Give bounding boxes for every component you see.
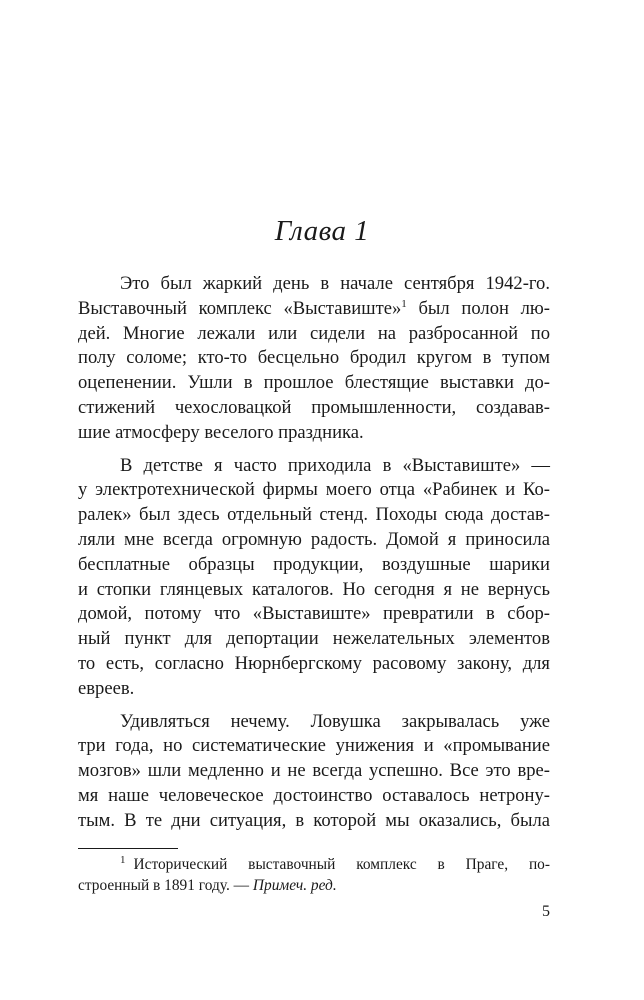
text-line: В детстве я часто приходила в «Выставиште» — [120, 454, 550, 476]
text-line: у электротехнической фирмы моего отца «Рабинек и Ко- [78, 479, 550, 501]
footnote-divider [78, 848, 178, 849]
footnote [78, 855, 550, 896]
footnote-editor-note: Примеч. ред. [252, 876, 337, 894]
text-line: мя наше человеческое достоинство оставалось нетрону- [78, 784, 550, 806]
text-line: три года, но систематические унижения и «промывание [78, 735, 550, 757]
footnote-line [78, 855, 550, 876]
text-line: шие атмосферу веселого праздника. [78, 421, 364, 443]
footnote-reference: 1 [401, 297, 407, 310]
text-line: оцепенении. Ушли в прошлое блестящие выставки до- [78, 372, 550, 394]
text-line: дей. Многие лежали или сидели на разбросанной по [78, 322, 550, 344]
text-line: евреев. [78, 677, 135, 699]
text-line: Удивляться нечему. Ловушка закрывалась уже [120, 710, 550, 732]
text-line: ралек» был здесь отдельный стенд. Походы сюда достав- [78, 504, 550, 526]
footnote-marker: 1 [120, 854, 126, 866]
text-fragment: был полон лю- [406, 297, 551, 319]
text-line: то есть, согласно Нюрнбергскому расовому закону, для [78, 652, 550, 674]
text-line: домой, потому что «Выставиште» превратили в сбор- [78, 603, 550, 625]
page-number: 5 [542, 903, 550, 920]
text-line: ный пункт для депортации нежелательных элементов [78, 628, 550, 650]
text-line: тым. В те дни ситуация, в которой мы оказались, была [78, 809, 550, 831]
text-line: бесплатные образцы продукции, воздушные шарики [78, 553, 550, 575]
text-line: полу соломе; кто-то бесцельно бродил кругом в тупом [78, 347, 550, 369]
text-line: стижений чехословацкой промышленности, создавав- [78, 396, 550, 418]
text-line: Это был жаркий день в начале сентября 1942-го. [120, 273, 550, 294]
text-line [78, 297, 550, 322]
text-fragment: Выставочный комплекс «Выставиште» [78, 297, 402, 319]
text-line: ляли мне всегда огромную радость. Домой я приносила [78, 528, 550, 550]
footnote-line [78, 876, 550, 897]
text-line: мозгов» шли медленно и не всегда успешно. Все это вре- [78, 760, 550, 782]
text-line: и стопки глянцевых каталогов. Но сегодня я не вернусь [78, 578, 550, 600]
footnote-text: строенный в 1891 году. — [78, 876, 253, 894]
footnote-text: Исторический выставочный комплекс в Праге, по- [133, 856, 550, 873]
body-text [78, 272, 550, 834]
chapter-title: Глава 1 [274, 215, 370, 247]
